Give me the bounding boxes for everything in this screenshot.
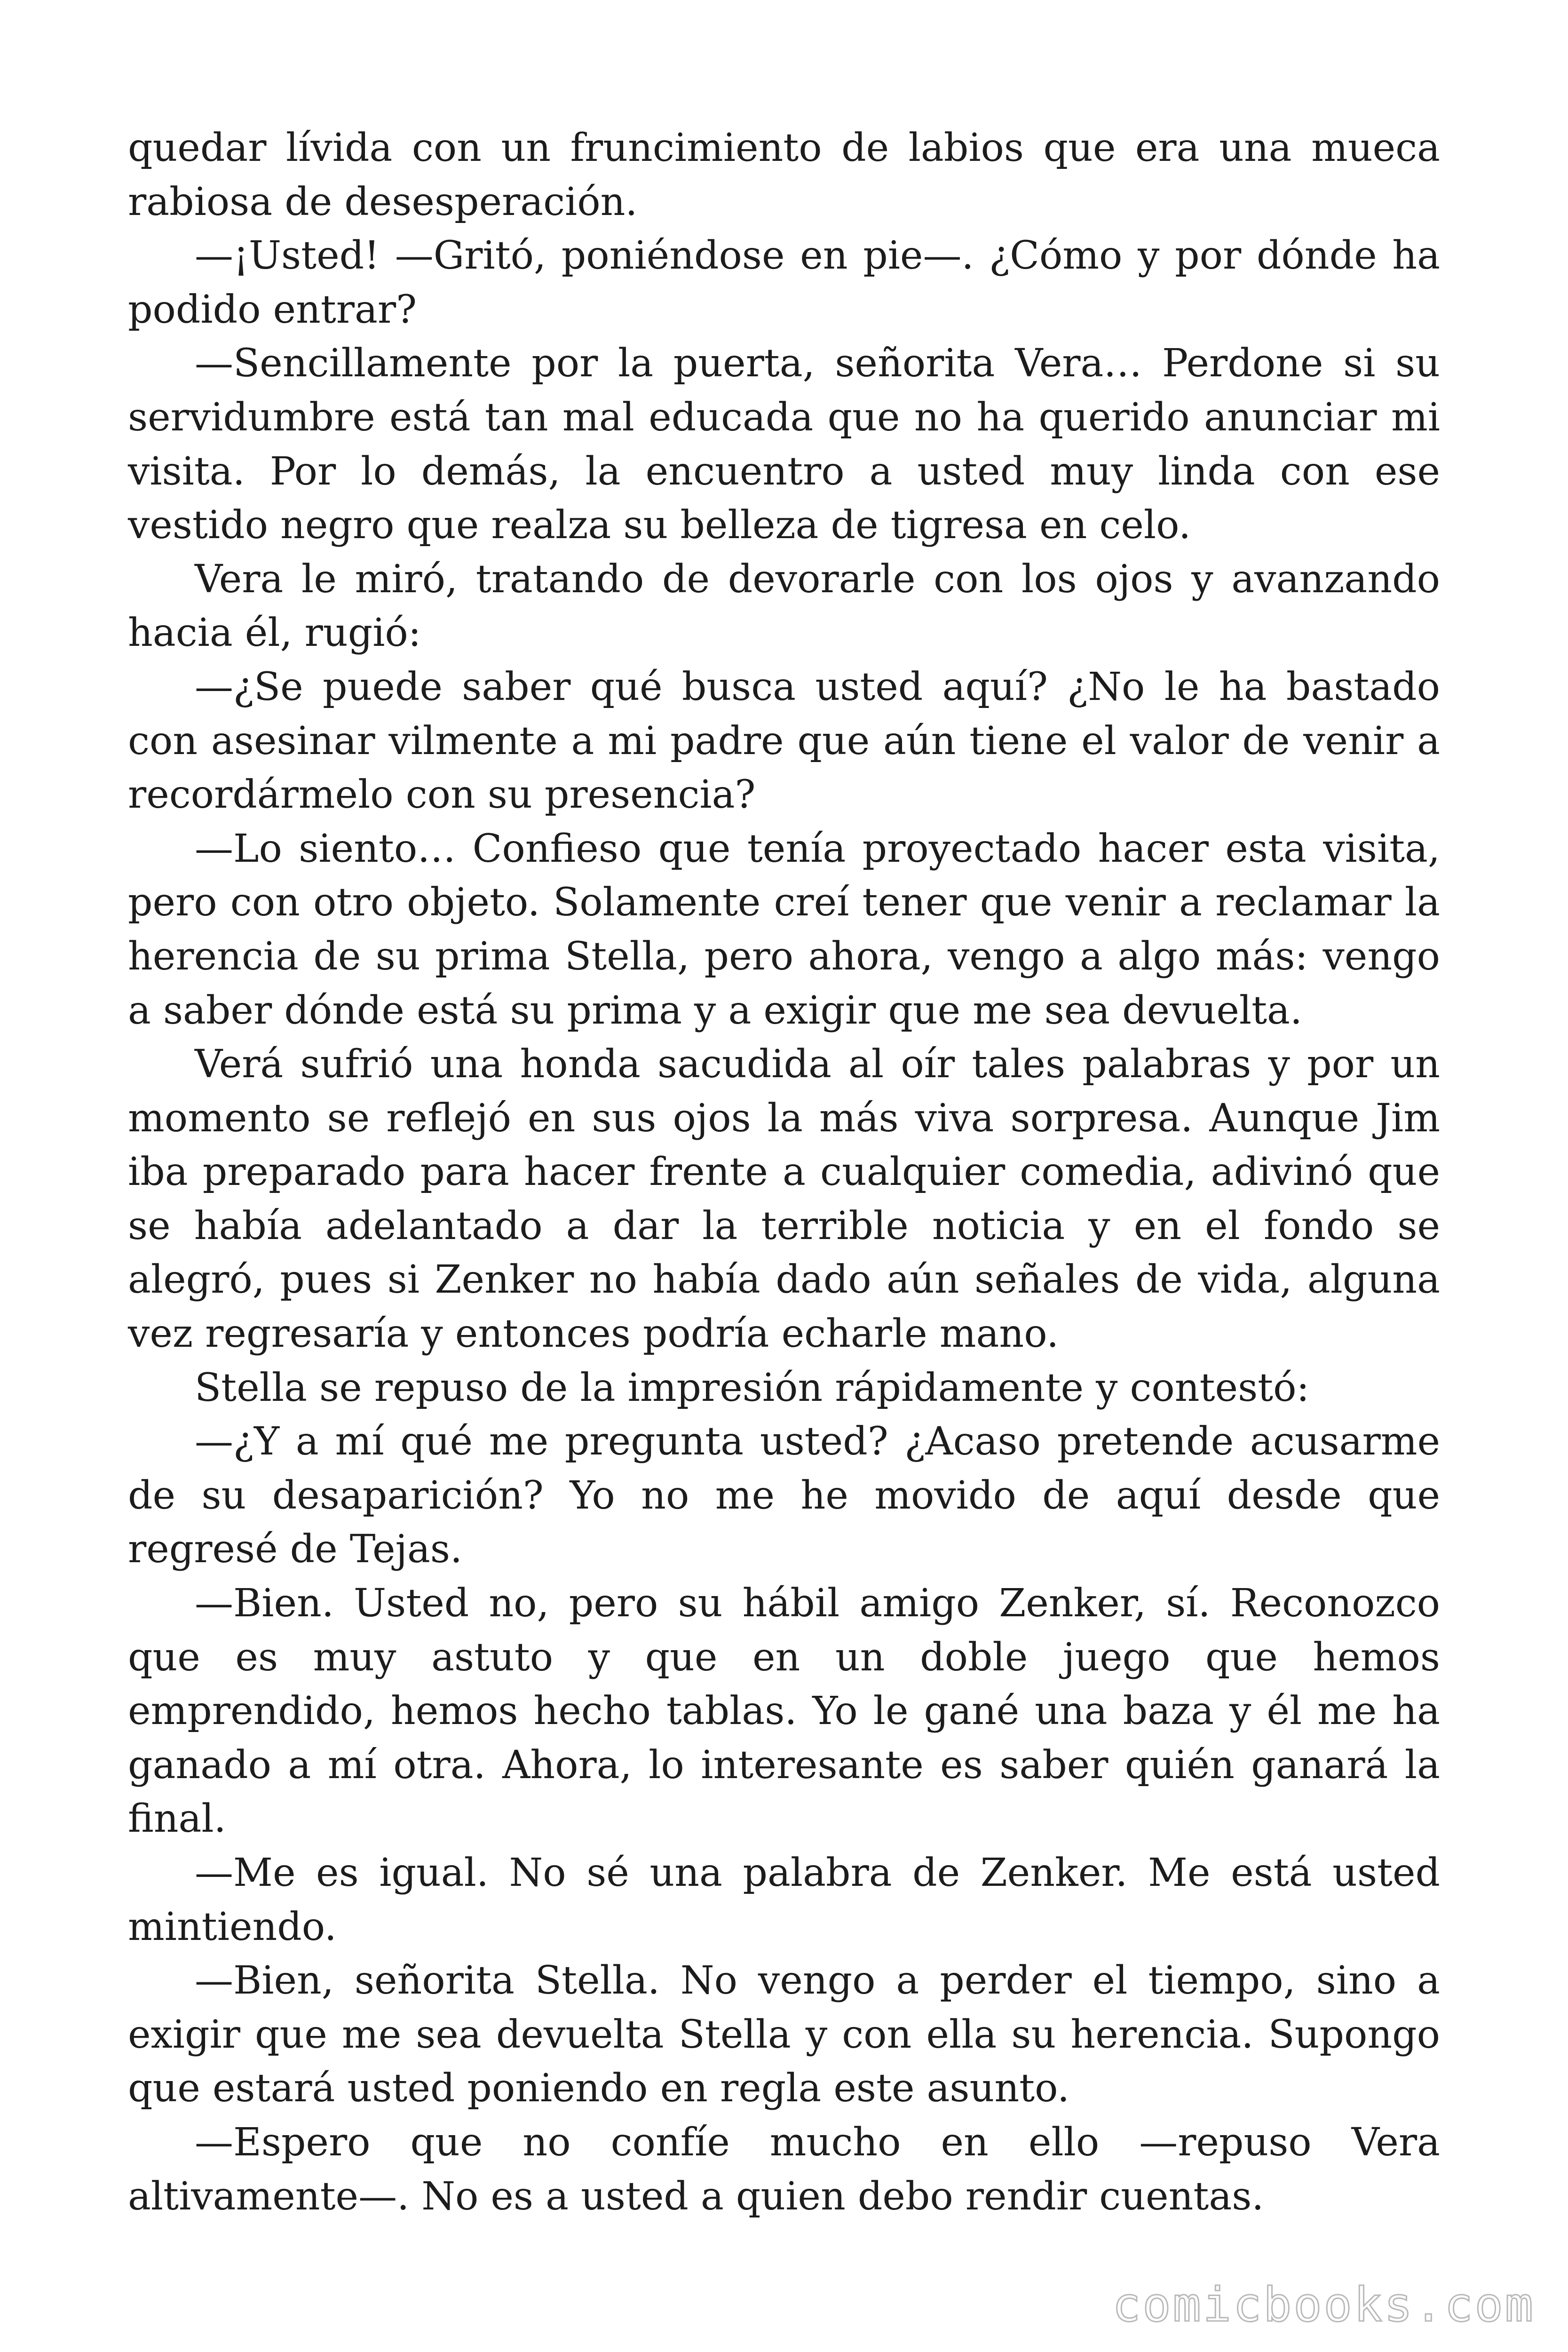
paragraph: —Bien. Usted no, pero su hábil amigo Zenker, sí. Reconozco que es muy astuto y que en un doble juego que hemos emprendido, hemos hecho tablas. Yo le gané una baza y él me ha ganado a mí otra. Ahora, lo interesante es saber quién ganará la final. [128,1581,1440,1842]
paragraph: —Me es igual. No sé una palabra de Zenker. Me está usted mintiendo. [128,1851,1440,1949]
paragraph: quedar lívida con un fruncimiento de labios que era una mueca rabiosa de desesperación. [128,126,1440,224]
paragraph: —¿Y a mí qué me pregunta usted? ¿Acaso pretende acusarme de su desaparición? Yo no me he movido de aquí desde que regresé de Tejas. [128,1419,1440,1572]
paragraph: —¡Usted! —Gritó, poniéndose en pie—. ¿Cómo y por dónde ha podido entrar? [128,233,1440,332]
paragraph: —Espero que no confíe mucho en ello —repuso Vera altivamente—. No es a usted a quien debo rendir cuentas. [128,2120,1440,2219]
paragraph: Stella se repuso de la impresión rápidamente y contestó: [195,1365,1310,1410]
watermark-logo: comicbooks.com [1112,2277,1535,2332]
paragraph: —Bien, señorita Stella. No vengo a perder el tiempo, sino a exigir que me sea devuelta Stella y con ella su herencia. Supongo que estará usted poniendo en regla este asunto. [128,1958,1440,2111]
paragraph: —¿Se puede saber qué busca usted aquí? ¿No le ha bastado con asesinar vilmente a mi padre que aún tiene el valor de venir a recordármelo con su presencia? [128,664,1440,818]
paragraph: Verá sufrió una honda sacudida al oír tales palabras y por un momento se reflejó en sus ojos la más viva sorpresa. Aunque Jim iba preparado para hacer frente a cualquier comedia, adivinó que se había adelantado a dar la terrible noticia y en el fondo se alegró, pues si Zenker no había dado aún señales de vida, alguna vez regresaría y entonces podría echarle mano. [128,1042,1440,1357]
body-text [128,121,1440,2224]
paragraph: Vera le miró, tratando de devorarle con los ojos y avanzando hacia él, rugió: [128,556,1440,656]
paragraph: —Lo siento… Confieso que tenía proyectado hacer esta visita, pero con otro objeto. Solamente creí tener que venir a reclamar la herencia de su prima Stella, pero ahora, vengo a algo más: vengo a saber dónde está su prima y a exigir que me sea devuelta. [128,826,1440,1033]
paragraph: —Sencillamente por la puerta, señorita Vera… Perdone si su servidumbre está tan mal educada que no ha querido anunciar mi visita. Por lo demás, la encuentro a usted muy linda con ese vestido negro que realza su belleza de tigresa en celo. [128,341,1440,548]
